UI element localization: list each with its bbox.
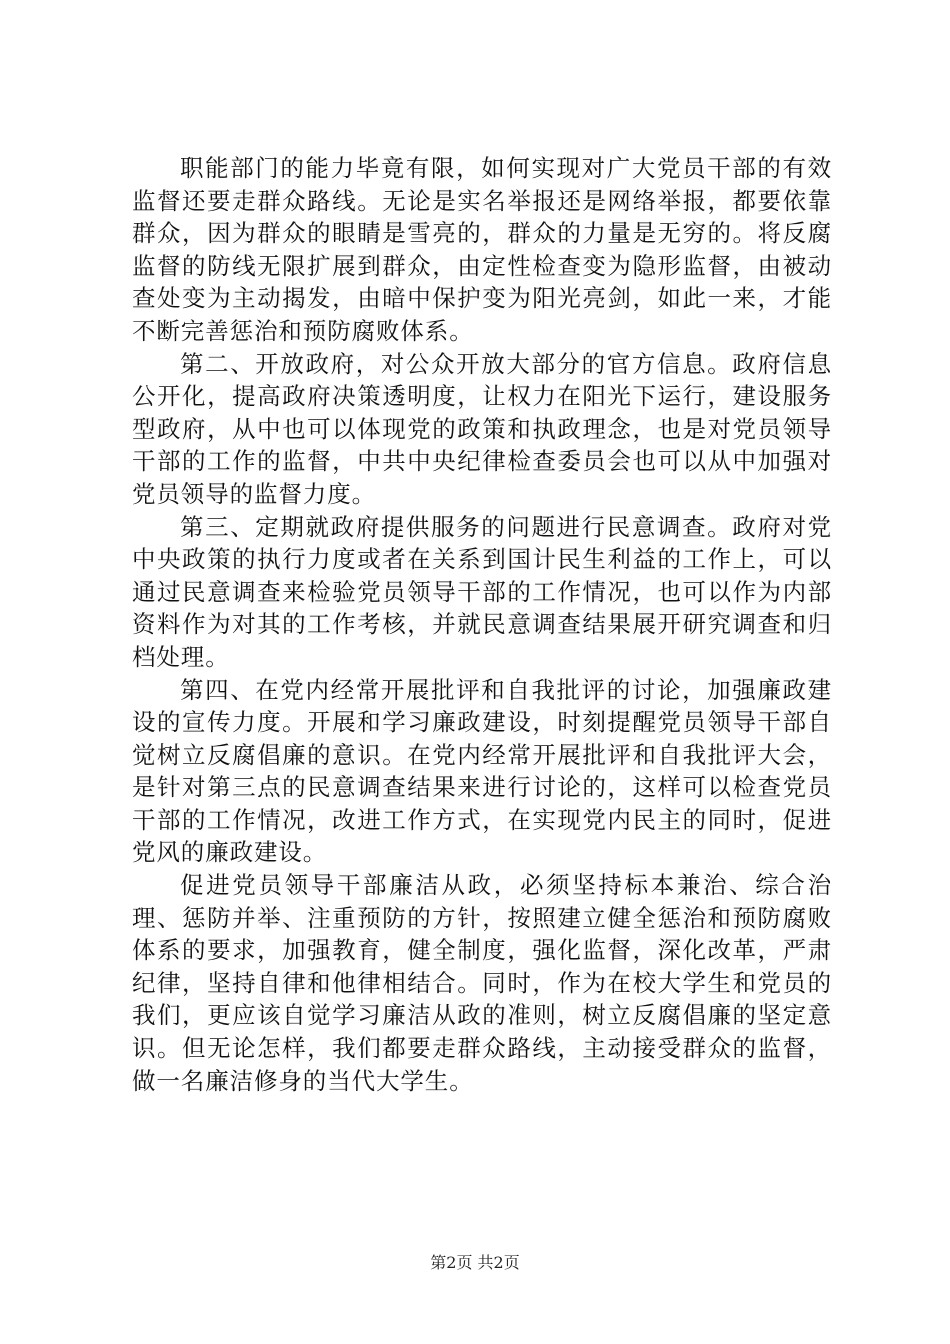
paragraph-conclusion: 促进党员领导干部廉洁从政，必须坚持标本兼治、综合治理、惩防并举、注重预防的方针，按照建立健全惩治和预防腐败体系的要求，加强教育，健全制度，强化监督，深化改革，严肃纪律，坚持自律和他律相结合。同时，作为在校大学生和党员的我们，更应该自觉学习廉洁从政的准则，树立反腐倡廉的坚定意识。但无论怎样，我们都要走群众路线，主动接受群众的监督，做一名廉洁修身的当代大学生。 [132,871,832,1095]
paragraph-point-two: 第二、开放政府，对公众开放大部分的官方信息。政府信息公开化，提高政府决策透明度，让权力在阳光下运行，建设服务型政府，从中也可以体现党的政策和执政理念，也是对党员领导干部的工作的监督，中共中央纪律检查委员会也可以从中加强对党员领导的监督力度。 [132,349,832,508]
document-body [132,152,832,1097]
page-number-footer: 第2页 共2页 [430,1253,520,1272]
paragraph-point-three: 第三、定期就政府提供服务的问题进行民意调查。政府对党中央政策的执行力度或者在关系到国计民生利益的工作上，可以通过民意调查来检验党员领导干部的工作情况，也可以作为内部资料作为对其的工作考核，并就民意调查结果展开研究调查和归档处理。 [132,512,832,671]
paragraph-point-four: 第四、在党内经常开展批评和自我批评的讨论，加强廉政建设的宣传力度。开展和学习廉政建设，时刻提醒党员领导干部自觉树立反腐倡廉的意识。在党内经常开展批评和自我批评大会，是针对第三点的民意调查结果来进行讨论的，这样可以检查党员干部的工作情况，改进工作方式，在实现党内民主的同时，促进党风的廉政建设。 [132,675,832,867]
paragraph-mass-supervision: 职能部门的能力毕竟有限，如何实现对广大党员干部的有效监督还要走群众路线。无论是实名举报还是网络举报，都要依靠群众，因为群众的眼睛是雪亮的，群众的力量是无穷的。将反腐监督的防线无限扩展到群众，由定性检查变为隐形监督，由被动查处变为主动揭发，由暗中保护变为阳光亮剑，如此一来，才能不断完善惩治和预防腐败体系。 [132,154,832,345]
